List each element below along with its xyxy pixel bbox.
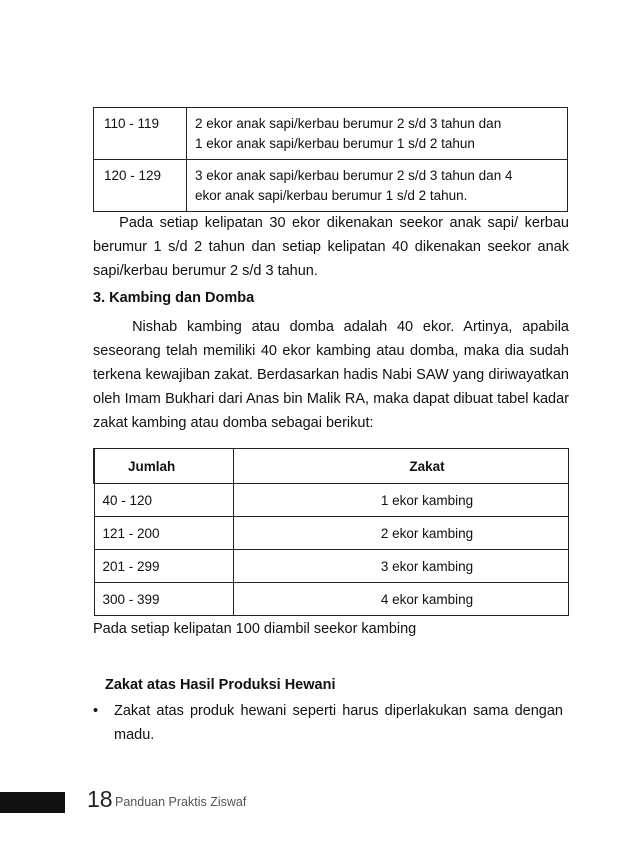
cattle-zakat-line: 3 ekor anak sapi/kerbau berumur 2 s/d 3 tahun dan 4 xyxy=(195,168,513,183)
cattle-zakat-table-continuation xyxy=(93,107,568,212)
cattle-range-cell: 120 - 129 xyxy=(94,160,187,212)
goat-note: Pada setiap kelipatan 100 diambil seekor kambing xyxy=(93,621,417,637)
goat-count-cell: 121 - 200 xyxy=(94,517,234,550)
goat-zakat-cell: 1 ekor kambing xyxy=(234,484,569,517)
footer-book-title: Panduan Praktis Ziswaf xyxy=(115,795,247,809)
table-header-row xyxy=(94,449,569,484)
cattle-range-cell: 110 - 119 xyxy=(94,108,187,160)
cattle-zakat-cell xyxy=(187,108,568,160)
goat-zakat-table xyxy=(93,448,569,616)
cattle-zakat-line: 2 ekor anak sapi/kerbau berumur 2 s/d 3 tahun dan xyxy=(195,116,502,131)
cattle-zakat-cell xyxy=(187,160,568,212)
bullet-icon: • xyxy=(93,703,99,719)
goat-count-cell: 40 - 120 xyxy=(94,484,234,517)
table-row xyxy=(94,583,569,616)
goat-nishab-paragraph: Nishab kambing atau domba adalah 40 ekor. Artinya, apabila seseorang telah memiliki 40 ekor kambing atau domba, maka dia sudah terkena kewajiban zakat. Berdasarkan hadis Nabi SAW yang diriwayatkan oleh Imam Bukhari dari Anas bin Malik RA, maka dapat dibuat tabel kadar zakat kambing atau domba sebagai berikut: xyxy=(93,319,569,431)
bullet-text: Zakat atas produk hewani seperti harus diperlakukan sama dengan madu. xyxy=(114,703,563,743)
cattle-multiple-paragraph: Pada setiap kelipatan 30 ekor dikenakan seekor anak sapi/ kerbau berumur 1 s/d 2 tahun dan setiap kelipatan 40 dikenakan seekor anak sapi/kerbau berumur 2 s/d 3 tahun. xyxy=(93,215,569,279)
goat-count-cell: 201 - 299 xyxy=(94,550,234,583)
table-row xyxy=(94,550,569,583)
cattle-zakat-line: ekor anak sapi/kerbau berumur 1 s/d 2 tahun. xyxy=(195,188,468,203)
goat-zakat-cell: 3 ekor kambing xyxy=(234,550,569,583)
goat-zakat-cell: 2 ekor kambing xyxy=(234,517,569,550)
column-header-jumlah: Jumlah xyxy=(94,449,234,484)
page-number: 18 xyxy=(87,786,113,812)
table-row xyxy=(94,517,569,550)
table-row xyxy=(94,160,568,212)
section-heading-goat: 3. Kambing dan Domba xyxy=(93,290,255,306)
cattle-zakat-line: 1 ekor anak sapi/kerbau berumur 1 s/d 2 tahun xyxy=(195,136,475,151)
section-heading-animal-products: Zakat atas Hasil Produksi Hewani xyxy=(105,677,336,693)
goat-count-cell: 300 - 399 xyxy=(94,583,234,616)
footer-bar xyxy=(0,792,65,813)
goat-zakat-cell: 4 ekor kambing xyxy=(234,583,569,616)
column-header-zakat: Zakat xyxy=(234,449,569,484)
table-row xyxy=(94,484,569,517)
table-row xyxy=(94,108,568,160)
bullet-list-item xyxy=(93,699,563,747)
